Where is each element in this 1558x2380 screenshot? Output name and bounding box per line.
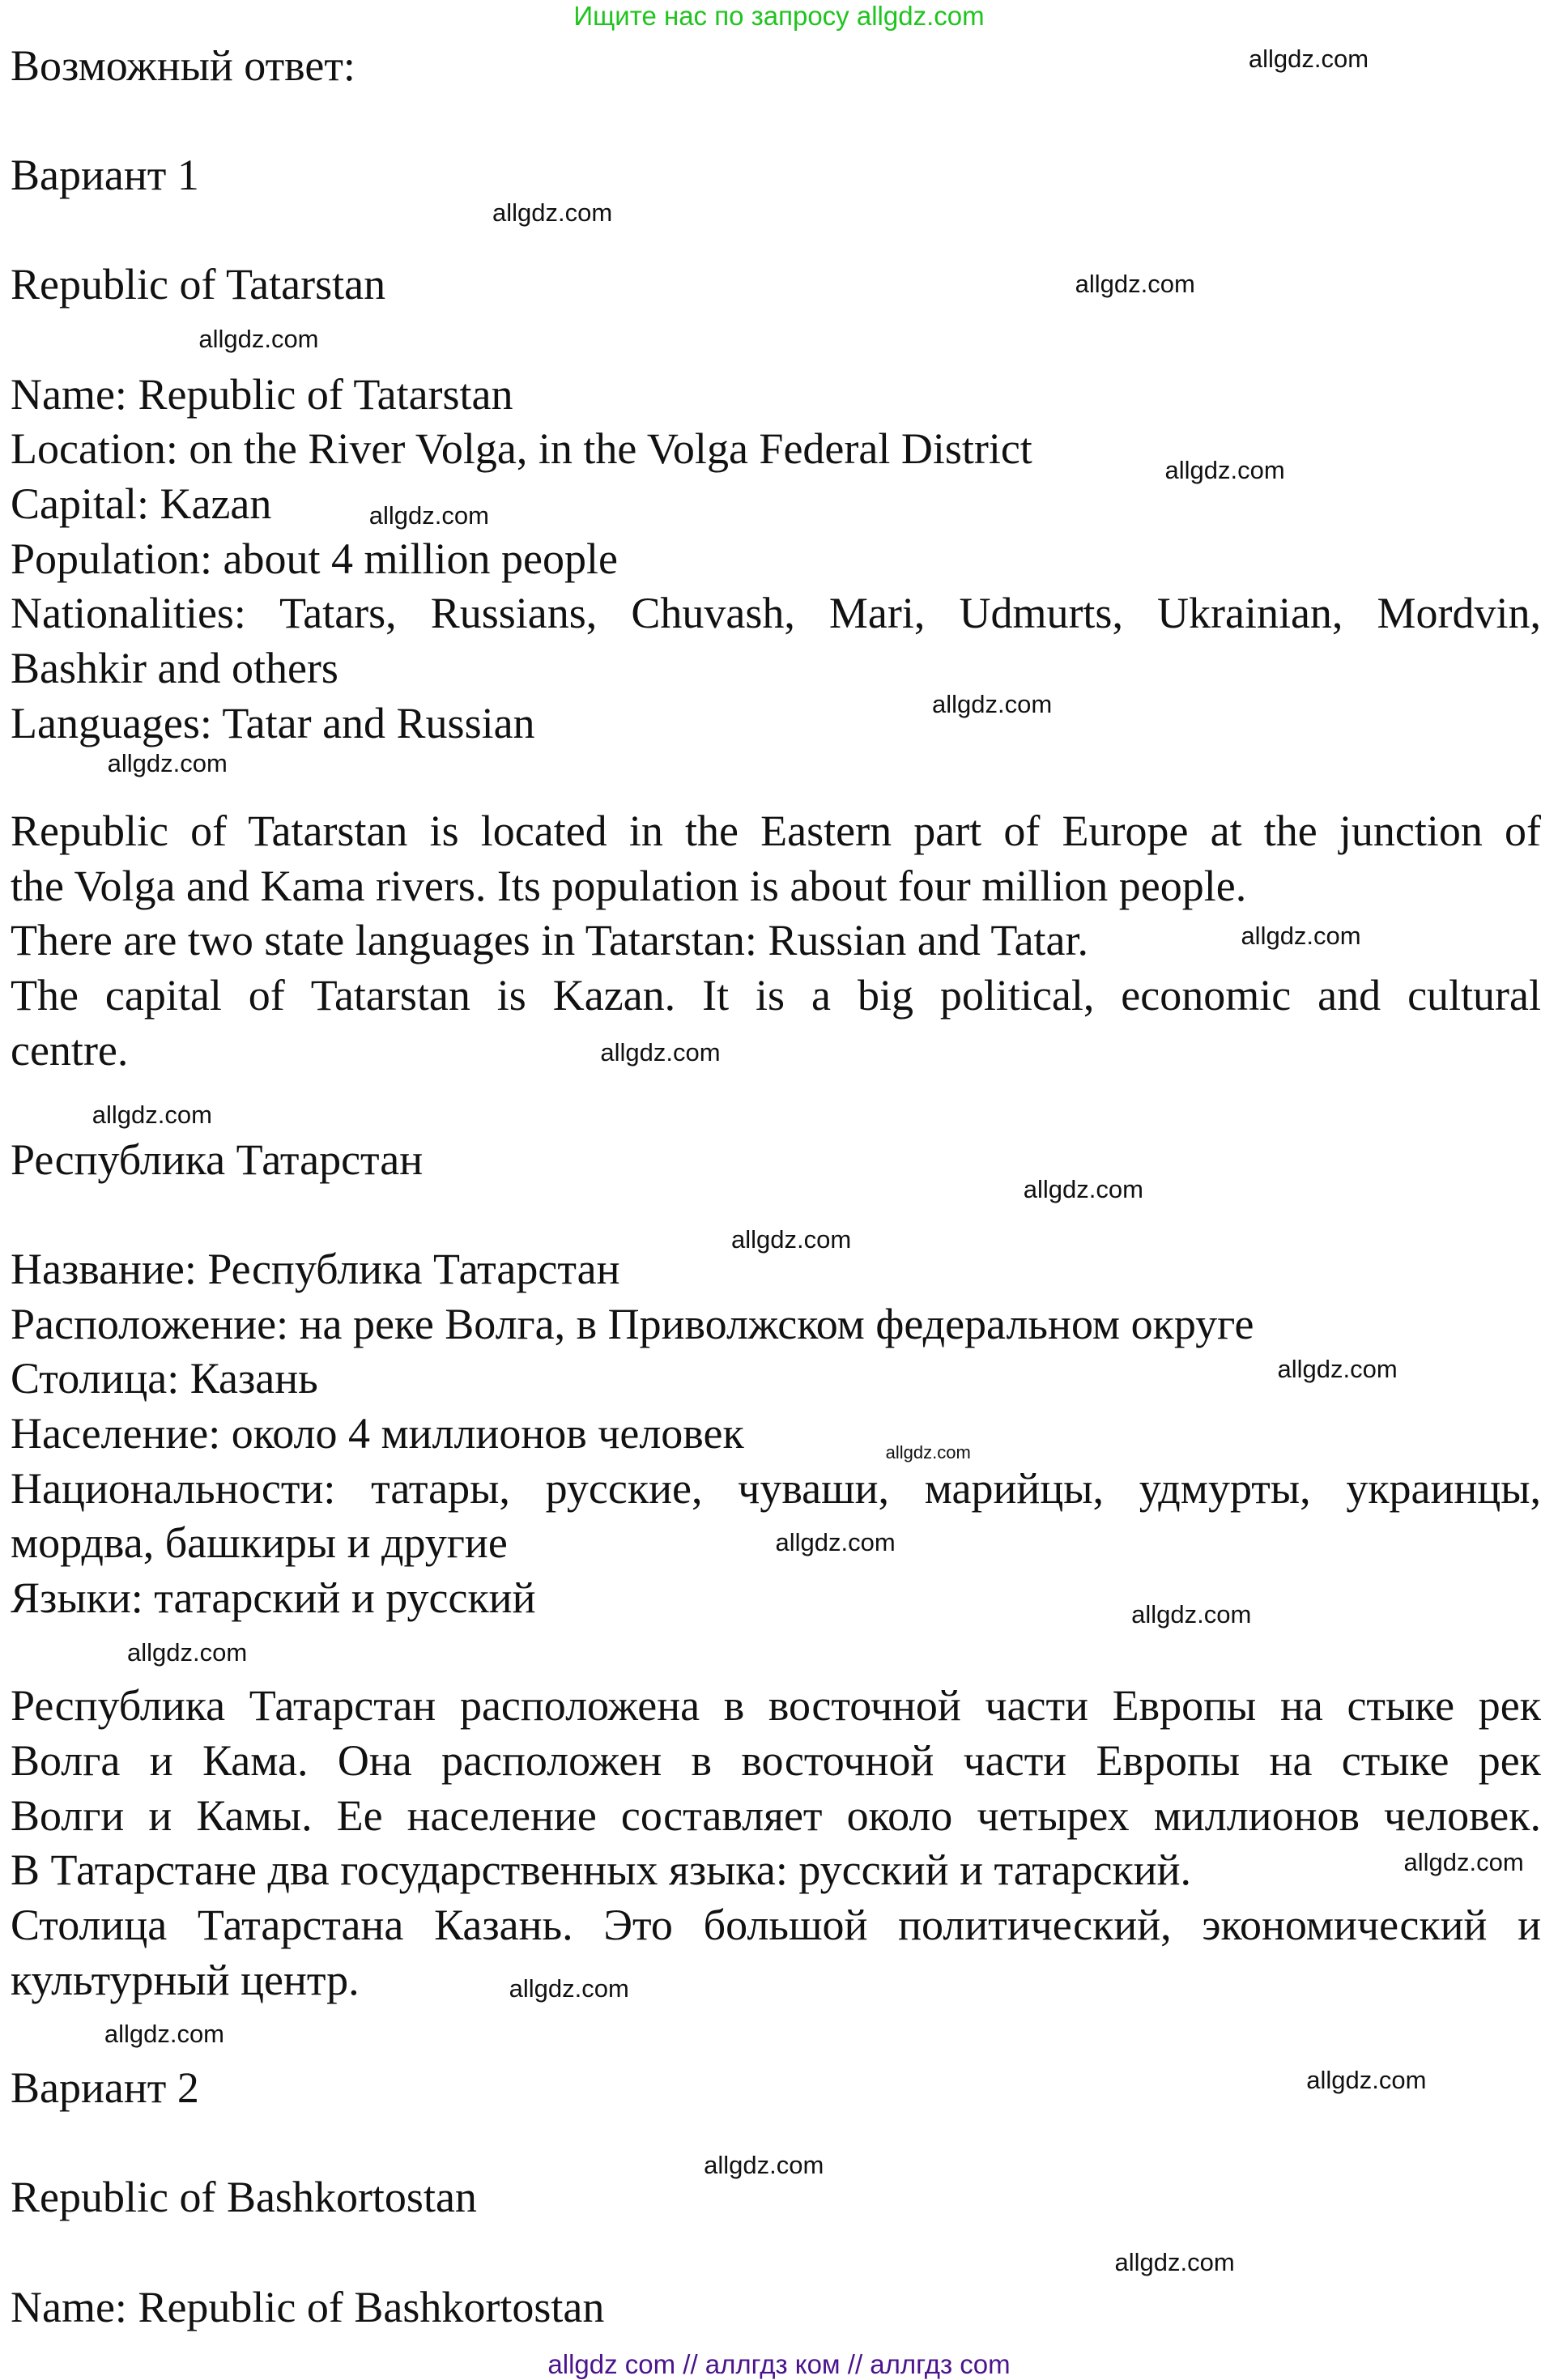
watermark: allgdz.com [198,325,319,354]
text-line: Capital: Kazan [11,479,272,528]
watermark: allgdz.com [775,1528,896,1557]
text-line: Столица: Казань [11,1354,318,1403]
watermark: allgdz.com [704,2150,824,2179]
text-line: Republic of Bashkortostan [11,2173,477,2222]
watermark: allgdz.com [368,500,489,530]
watermark: allgdz.com [1306,2065,1427,2094]
text-line: Возможный ответ: [11,40,355,90]
text-line: Республика Татарстан [11,1135,424,1184]
text-line: Bashkir and others [11,643,338,692]
text-line: В Татарстане два государственных языка: русский и татарский. [11,1846,1192,1895]
text-line: Nationalities: Tatars, Russians, Chuvash, Mari, Udmurts, Ukrainian, Mordvin, [11,589,1541,638]
watermark: allgdz.com [1075,270,1195,299]
text-line: Расположение: на реке Волга, в Приволжском федеральном округе [11,1299,1254,1348]
text-line: Location: on the River Volga, in the Volga Federal District [11,424,1032,474]
text-line: Вариант 2 [11,2063,199,2112]
watermark: allgdz.com [127,1637,248,1667]
text-line: Волга и Кама. Она расположен в восточной части Европы на стыке рек [11,1736,1541,1785]
text-line: культурный центр. [11,1955,360,2004]
watermark: allgdz.com [1023,1175,1143,1204]
text-line: Население: около 4 миллионов человек [11,1409,744,1458]
text-line: Национальности: татары, русские, чуваши, марийцы, удмурты, украинцы, [11,1463,1541,1513]
text-line: Волги и Камы. Ее население составляет около четырех миллионов человек. [11,1790,1541,1840]
text-line: the Volga and Kama rivers. Its population is about four million people. [11,861,1247,910]
footer-banner: allgdz com // аллгдз ком // аллгдз com [547,2349,1011,2379]
text-line: Языки: татарский и русский [11,1573,536,1622]
watermark: allgdz.com [600,1038,721,1067]
watermark: allgdz.com [107,749,228,778]
watermark: allgdz.com [104,2020,225,2049]
watermark: allgdz.com [509,1973,629,2003]
watermark: allgdz.com [1277,1355,1398,1384]
text-line: The capital of Tatarstan is Kazan. It is a big political, economic and cultural [11,970,1541,1020]
watermark: allgdz.com [1403,1847,1524,1876]
text-line: centre. [11,1025,129,1075]
watermark: allgdz.com [492,198,613,228]
text-line: Name: Republic of Bashkortostan [11,2282,605,2331]
watermark: allgdz.com [92,1101,212,1130]
text-line: Республика Татарстан расположена в восточной части Европы на стыке рек [11,1681,1541,1731]
watermark: allgdz.com [730,1225,852,1254]
text-line: Republic of Tatarstan [11,260,386,309]
watermark: allgdz.com [1241,921,1361,950]
text-line: There are two state languages in Tatarstan: Russian and Tatar. [11,916,1089,965]
watermark: allgdz.com [932,689,1053,718]
text-line: Population: about 4 million people [11,534,618,583]
header-banner: Ищите нас по запросу allgdz.com [573,1,985,31]
text-line: Name: Republic of Tatarstan [11,369,513,419]
text-line: Вариант 1 [11,151,199,200]
watermark: allgdz.com [1164,455,1285,484]
watermark: allgdz.com [1114,2248,1235,2277]
text-line: мордва, башкиры и другие [11,1518,508,1568]
text-line: Название: Республика Татарстан [11,1245,620,1294]
text-line: Republic of Tatarstan is located in the Eastern part of Europe at the junction of [11,806,1541,855]
text-line: Столица Татарстана Казань. Это большой политический, экономический и [11,1900,1541,1949]
text-line: Languages: Tatar and Russian [11,698,535,747]
watermark: allgdz.com [1131,1599,1252,1629]
watermark: allgdz.com [885,1442,971,1463]
watermark: allgdz.com [1248,45,1369,74]
